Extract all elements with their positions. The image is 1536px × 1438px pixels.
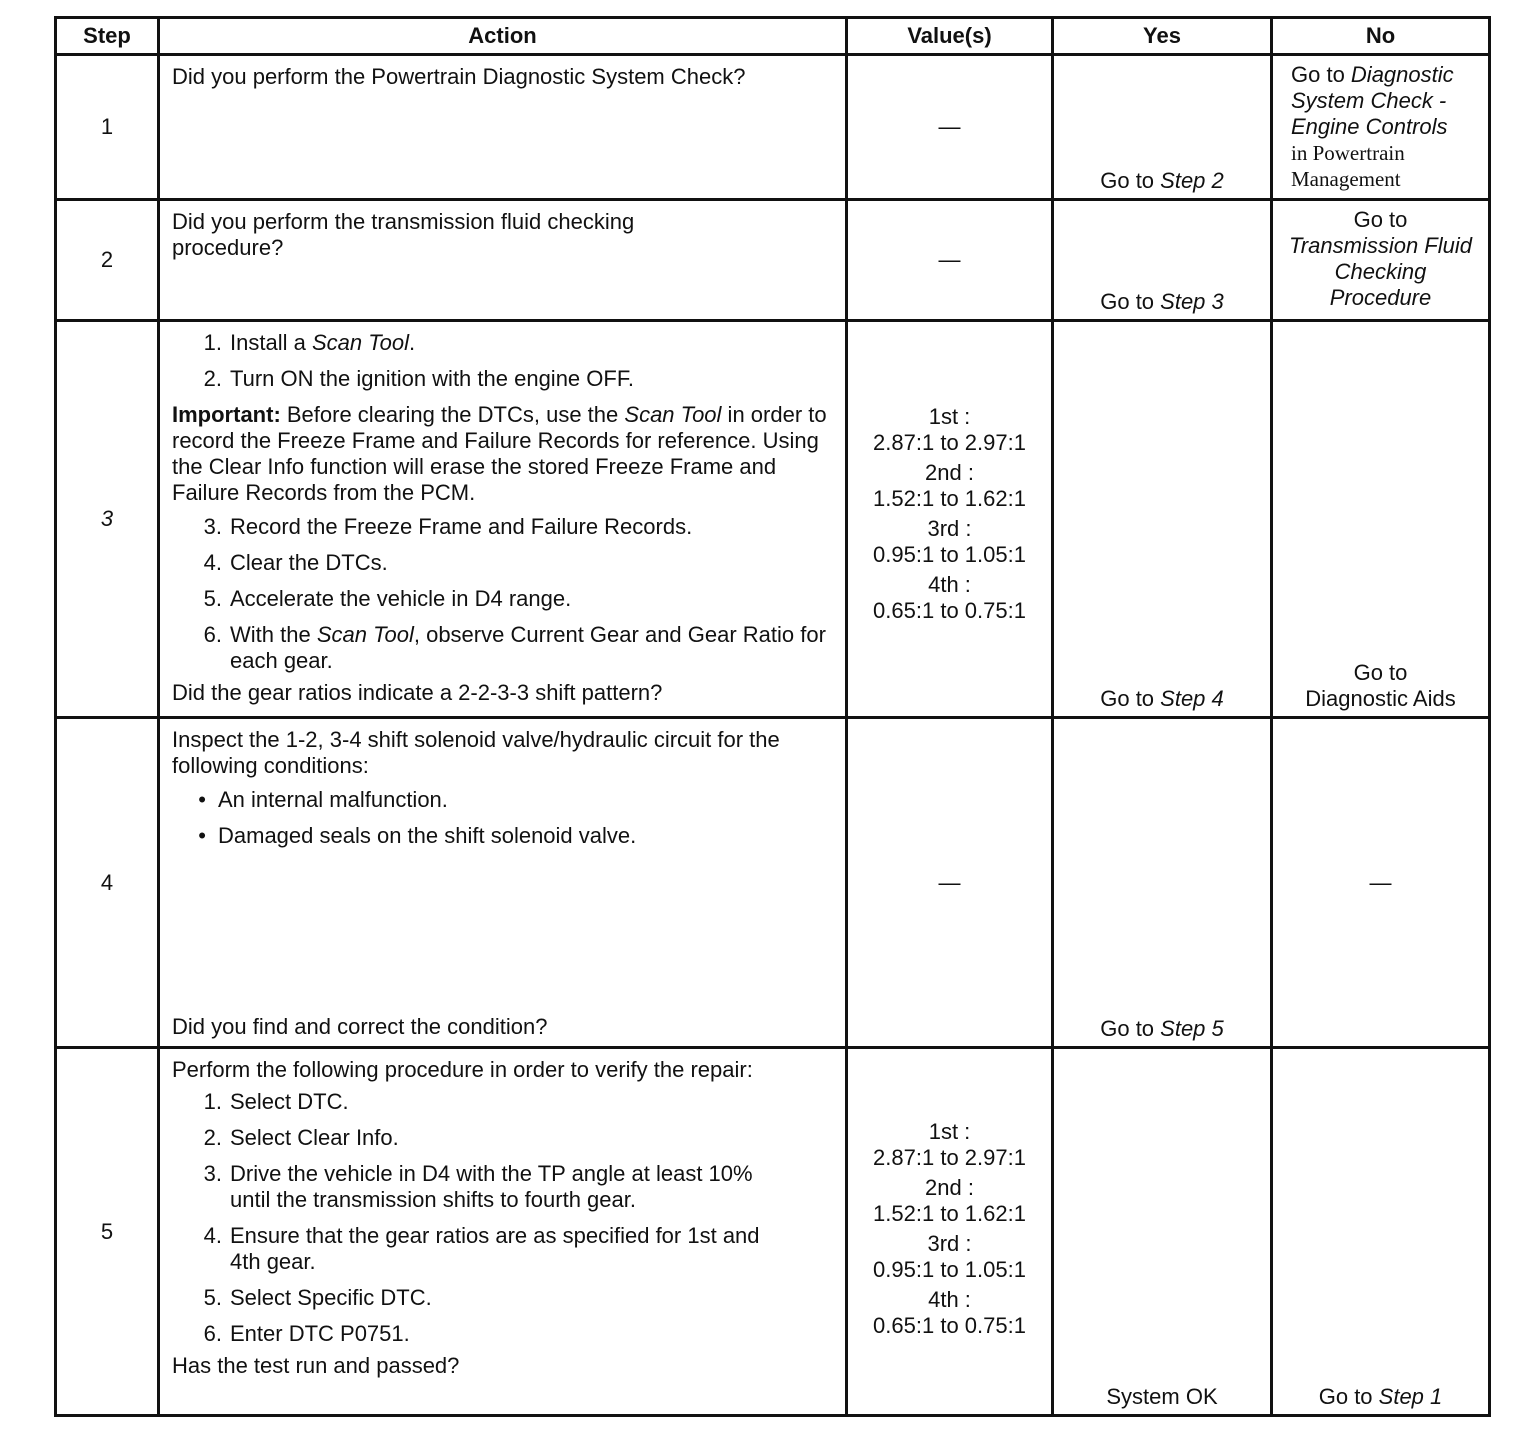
empty-value-dash: — bbox=[938, 869, 961, 895]
no-link[interactable]: Go to Step 1 bbox=[1318, 1384, 1443, 1409]
no-link[interactable]: Go to Diagnostic System Check - Engine Controls bbox=[1291, 62, 1454, 139]
header-row bbox=[56, 18, 1490, 55]
no-link-suffix: in Powertrain Management bbox=[1291, 141, 1405, 191]
header-values: Value(s) bbox=[847, 18, 1053, 55]
no-cell bbox=[1272, 718, 1490, 1048]
table-row-step-5 bbox=[56, 1048, 1490, 1416]
no-link[interactable]: Go to Diagnostic Aids bbox=[1305, 660, 1456, 711]
diagnostic-table bbox=[54, 16, 1491, 1417]
important-note: Important: Before clearing the DTCs, use the Scan Tool in order to record the Freeze Frame and Failure Records for reference. Using the Clear Info function will erase the stored Freeze Frame and Failure Records from the PCM. bbox=[172, 402, 827, 505]
action-question: Did you find and correct the condition? bbox=[172, 1014, 548, 1039]
action-intro: Inspect the 1-2, 3-4 shift solenoid valve/hydraulic circuit for the following conditions: bbox=[172, 727, 780, 778]
yes-cell bbox=[1053, 718, 1272, 1048]
yes-link[interactable]: Go to Step 5 bbox=[1100, 1016, 1224, 1041]
table-row-step-1 bbox=[56, 55, 1490, 200]
action-cell bbox=[159, 718, 847, 1048]
empty-value-dash: — bbox=[1369, 869, 1392, 895]
step-number: 4 bbox=[56, 718, 159, 1048]
table-row-step-4 bbox=[56, 718, 1490, 1048]
list-item: • An internal malfunction. bbox=[198, 787, 448, 812]
values-cell bbox=[847, 718, 1053, 1048]
verify-steps bbox=[172, 1089, 835, 1347]
gear-ratio-2nd: 2nd : 1.52:1 to 1.62:1 bbox=[873, 460, 1026, 511]
action-question: Did the gear ratios indicate a 2-2-3-3 shift pattern? bbox=[172, 680, 663, 705]
values-cell bbox=[847, 1048, 1053, 1416]
gear-ratio-1st: 1st : 2.87:1 to 2.97:1 bbox=[873, 404, 1026, 455]
no-link[interactable]: Transmission Fluid Checking Procedure bbox=[1289, 233, 1472, 310]
empty-value-dash: — bbox=[938, 114, 961, 139]
list-item: 2. Turn ON the ignition with the engine OFF. bbox=[203, 366, 634, 391]
header-action: Action bbox=[159, 18, 847, 55]
gear-ratio-3rd: 3rd : 0.95:1 to 1.05:1 bbox=[873, 1231, 1026, 1282]
list-item: 3. Drive the vehicle in D4 with the TP angle at least 10% until the transmission shifts to fourth gear. bbox=[203, 1161, 753, 1212]
action-question: Has the test run and passed? bbox=[172, 1353, 460, 1378]
empty-value-dash: — bbox=[938, 247, 961, 272]
header-yes: Yes bbox=[1053, 18, 1272, 55]
action-steps-b bbox=[172, 514, 835, 674]
action-text: Did you perform the transmission fluid checking procedure? bbox=[172, 209, 635, 260]
list-item: 2. Select Clear Info. bbox=[203, 1125, 399, 1150]
no-link-prefix: Go to bbox=[1353, 207, 1408, 232]
yes-link[interactable]: Go to Step 2 bbox=[1100, 168, 1224, 193]
condition-list bbox=[172, 787, 835, 849]
gear-ratio-3rd: 3rd : 0.95:1 to 1.05:1 bbox=[873, 516, 1026, 567]
yes-result: System OK bbox=[1106, 1384, 1218, 1409]
list-item: 3. Record the Freeze Frame and Failure Records. bbox=[203, 514, 693, 539]
gear-ratio-4th: 4th : 0.65:1 to 0.75:1 bbox=[873, 1287, 1026, 1338]
step-number: 5 bbox=[56, 1048, 159, 1416]
gear-ratio-4th: 4th : 0.65:1 to 0.75:1 bbox=[873, 572, 1026, 623]
action-cell bbox=[159, 321, 847, 718]
values-cell bbox=[847, 55, 1053, 200]
table-row-step-2 bbox=[56, 200, 1490, 321]
yes-cell bbox=[1053, 321, 1272, 718]
list-item: 4. Ensure that the gear ratios are as specified for 1st and 4th gear. bbox=[203, 1223, 760, 1274]
gear-ratio-2nd: 2nd : 1.52:1 to 1.62:1 bbox=[873, 1175, 1026, 1226]
list-item: 4. Clear the DTCs. bbox=[203, 550, 388, 575]
no-cell bbox=[1272, 321, 1490, 718]
list-item: 5. Select Specific DTC. bbox=[203, 1285, 432, 1310]
action-cell bbox=[159, 200, 847, 321]
yes-cell bbox=[1053, 1048, 1272, 1416]
list-item: • Damaged seals on the shift solenoid valve. bbox=[198, 823, 637, 848]
gear-ratio-1st: 1st : 2.87:1 to 2.97:1 bbox=[873, 1119, 1026, 1170]
action-text: Did you perform the Powertrain Diagnostic System Check? bbox=[172, 64, 746, 89]
step-number: 1 bbox=[56, 55, 159, 200]
header-no: No bbox=[1272, 18, 1490, 55]
action-cell bbox=[159, 55, 847, 200]
no-cell bbox=[1272, 200, 1490, 321]
no-cell bbox=[1272, 55, 1490, 200]
yes-cell bbox=[1053, 200, 1272, 321]
no-cell bbox=[1272, 1048, 1490, 1416]
step-number: 3 bbox=[56, 321, 159, 718]
yes-link[interactable]: Go to Step 4 bbox=[1100, 686, 1224, 711]
list-item: 1. Install a Scan Tool. bbox=[203, 330, 416, 355]
list-item: 1. Select DTC. bbox=[203, 1089, 349, 1114]
action-steps-a bbox=[172, 330, 835, 392]
values-cell bbox=[847, 200, 1053, 321]
list-item: 6. With the Scan Tool, observe Current Gear and Gear Ratio for each gear. bbox=[203, 622, 826, 673]
values-cell bbox=[847, 321, 1053, 718]
header-step: Step bbox=[56, 18, 159, 55]
list-item: 6. Enter DTC P0751. bbox=[203, 1321, 410, 1346]
step-number: 2 bbox=[56, 200, 159, 321]
table-row-step-3 bbox=[56, 321, 1490, 718]
yes-cell bbox=[1053, 55, 1272, 200]
action-intro: Perform the following procedure in order to verify the repair: bbox=[172, 1057, 753, 1082]
list-item: 5. Accelerate the vehicle in D4 range. bbox=[203, 586, 572, 611]
action-cell bbox=[159, 1048, 847, 1416]
yes-link[interactable]: Go to Step 3 bbox=[1100, 289, 1224, 314]
